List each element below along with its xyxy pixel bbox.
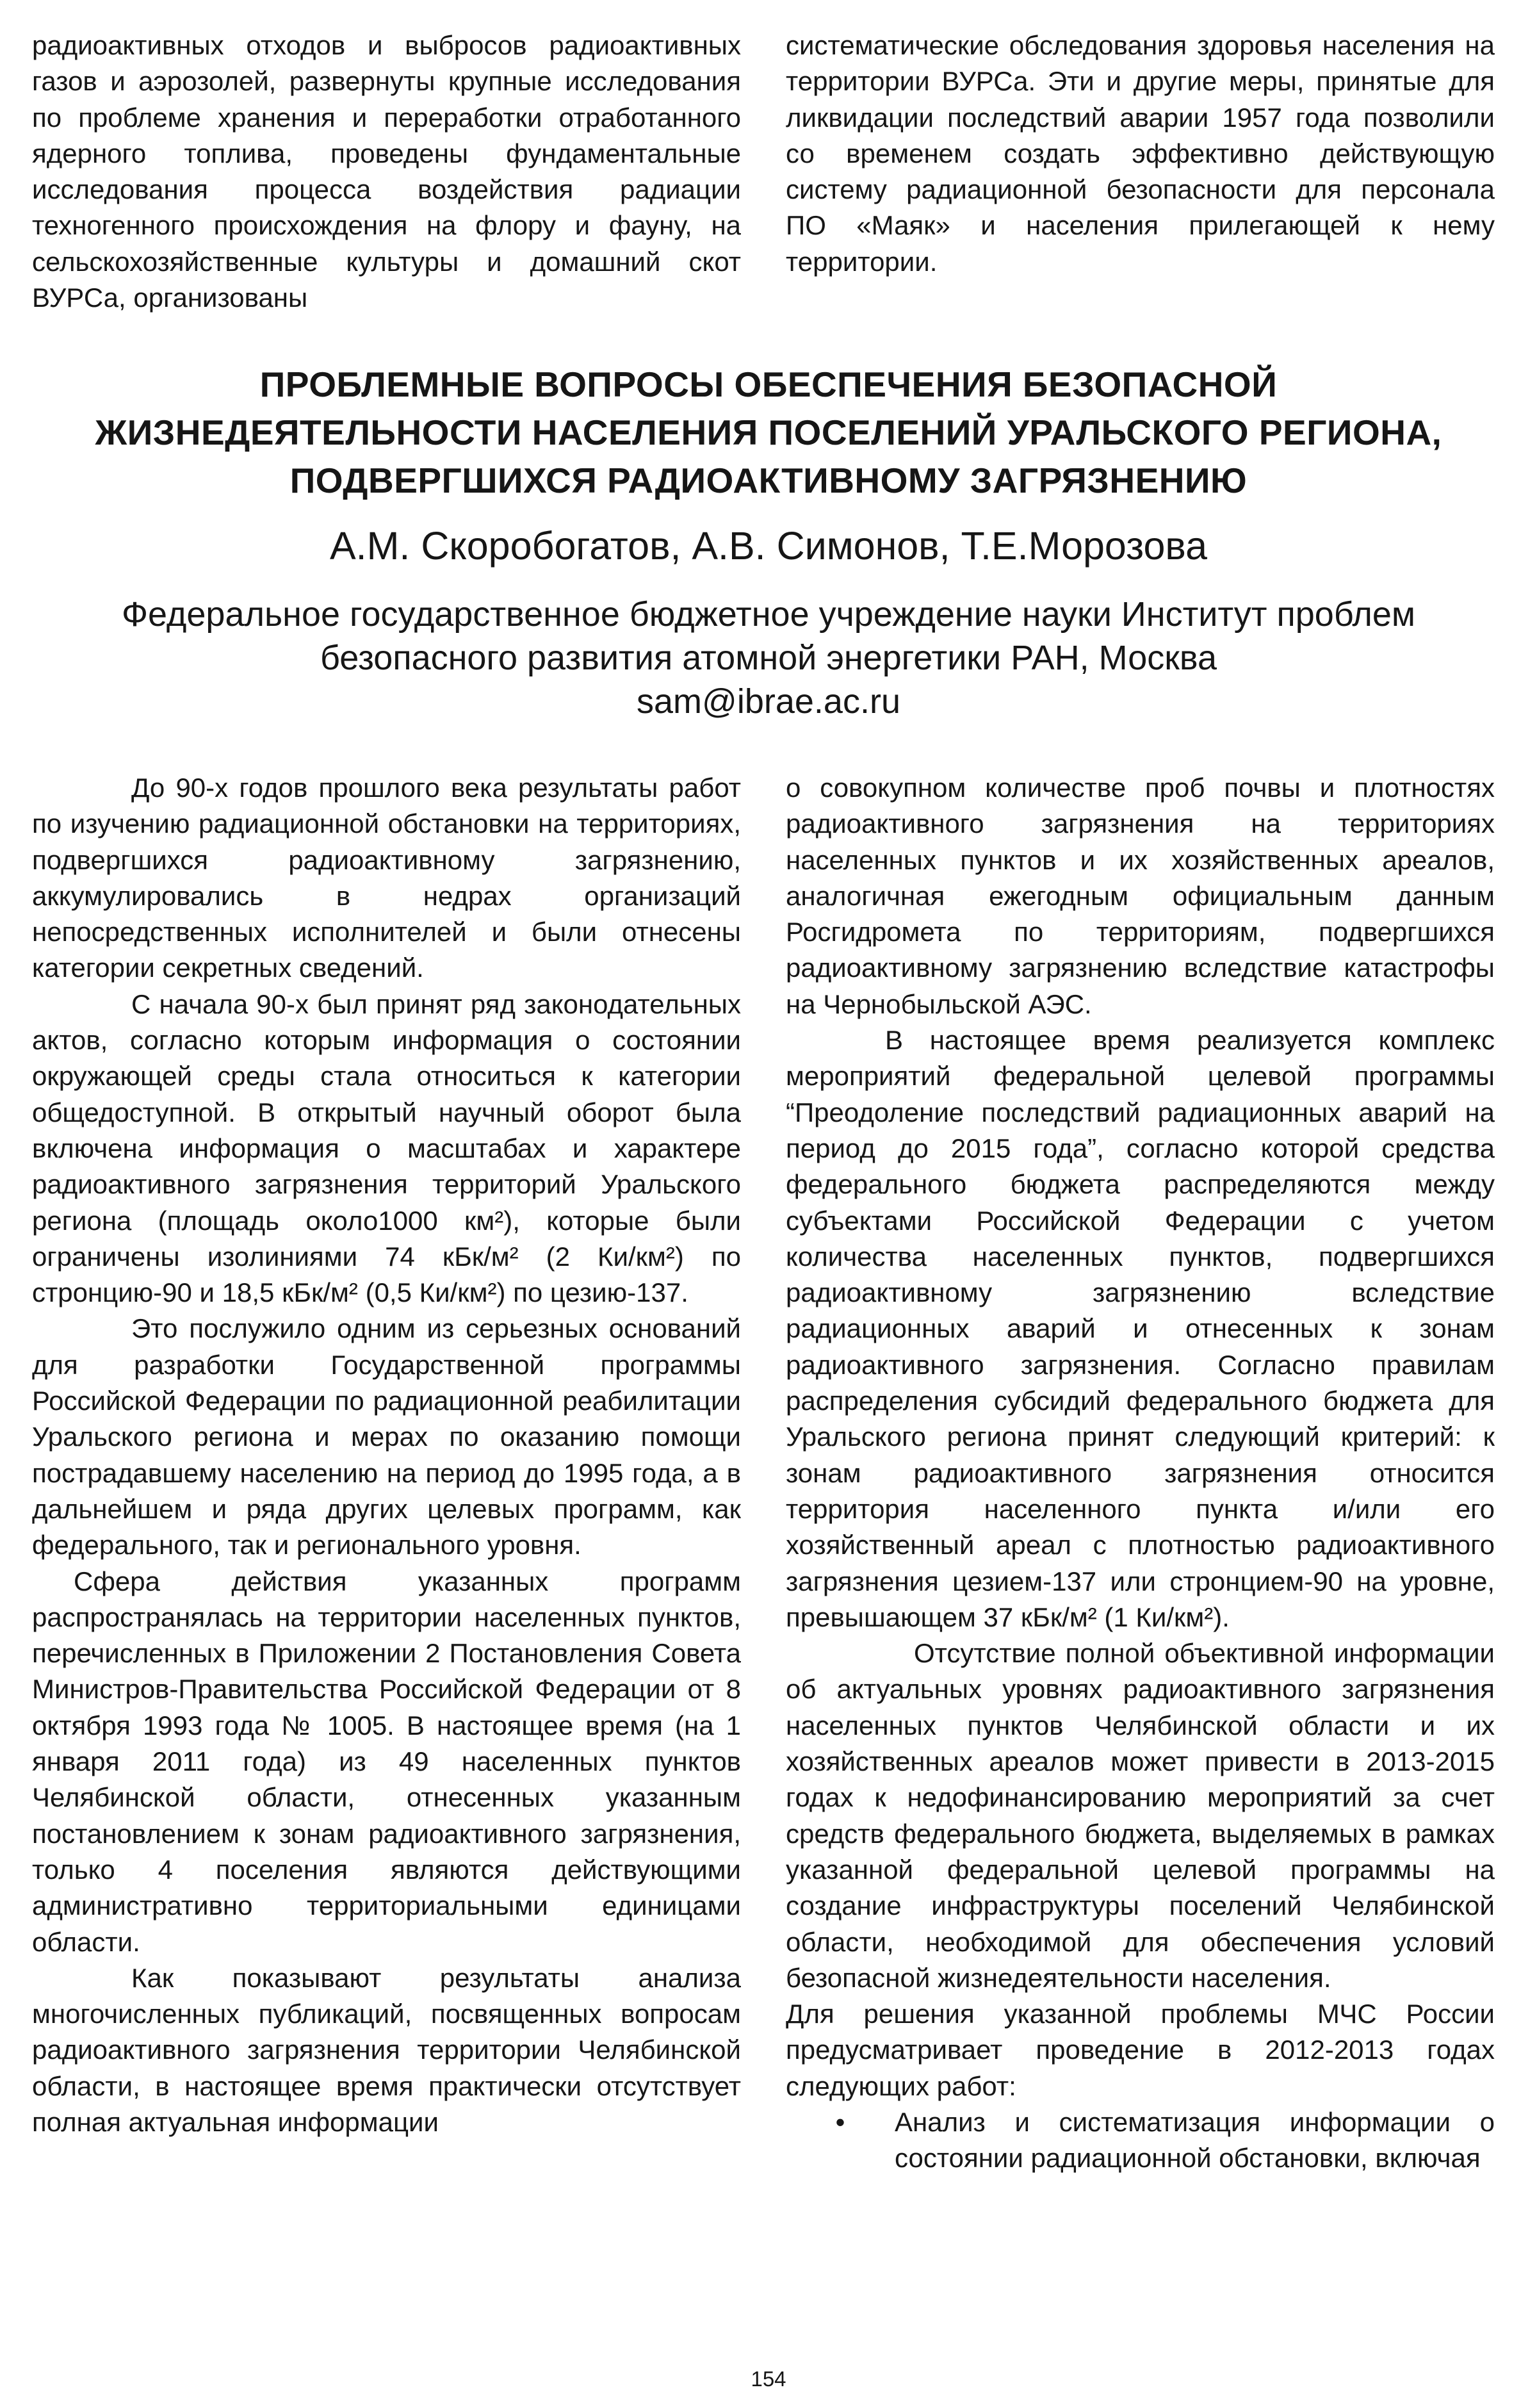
- bullet-text: Анализ и систематизация информации о состоянии радиационной обстановки, включая: [895, 2106, 1495, 2174]
- bullet-dot-icon: •: [835, 2106, 845, 2137]
- top-left-column: [32, 28, 741, 336]
- bullet-item: [786, 2104, 1495, 2177]
- body-left-column: [32, 770, 741, 2327]
- affiliation-line: безопасного развития атомной энергетики РАН, Москва: [320, 639, 1217, 677]
- author-email: sam@ibrae.ac.ru: [637, 682, 900, 721]
- top-right-paragraph: систематические обследования здоровья населения на территории ВУРСа. Эти и другие меры, принятые для ликвидации последствий аварии 1957 года позволили со временем создать эффективно действующую систему радиационной безопасности для персонала ПО «Маяк» и населения прилегающей к нему территории.: [786, 30, 1495, 277]
- affiliation-line: Федеральное государственное бюджетное учреждение науки Институт проблем: [121, 595, 1416, 634]
- body-paragraph: До 90-х годов прошлого века результаты работ по изучению радиационной обстановки на территориях, подвергшихся радиоактивному загрязнению, аккумулировались в недрах организаций непосредственных исполнителей и были отнесены категории секретных сведений.: [32, 773, 741, 983]
- body-paragraph: С начала 90-х был принят ряд законодательных актов, согласно которым информация о состоянии окружающей среды стала относиться к категории общедоступной. В открытый научный оборот была включена информация о масштабах и характере радиоактивного загрязнения территорий Уральского региона (площадь около1000 км²), которые были ограничены изолиниями 74 кБк/м² (2 Ки/км²) по стронцию-90 и 18,5 кБк/м² (0,5 Ки/км²) по цезию-137.: [32, 988, 741, 1308]
- article-affiliation: [0, 593, 1537, 723]
- article-title-line: ПОДВЕРГШИХСЯ РАДИОАКТИВНОМУ ЗАГРЯЗНЕНИЮ: [289, 461, 1248, 500]
- body-paragraph: Это послужило одним из серьезных оснований для разработки Государственной программы Российской Федерации по радиационной реабилитации Уральского региона и мерах по оказанию помощи пострадавшему населению на период до 1995 года, а в дальнейшем и ряда других целевых программ, как федерального, так и регионального уровня.: [32, 1313, 741, 1560]
- article-title-line: ЖИЗНЕДЕЯТЕЛЬНОСТИ НАСЕЛЕНИЯ ПОСЕЛЕНИЙ УРАЛЬСКОГО РЕГИОНА,: [95, 413, 1442, 452]
- article-title-line: ПРОБЛЕМНЫЕ ВОПРОСЫ ОБЕСПЕЧЕНИЯ БЕЗОПАСНОЙ: [259, 364, 1278, 404]
- body-paragraph: В настоящее время реализуется комплекс мероприятий федеральной целевой программы “Преодоление последствий радиационных аварий на период до 2015 года”, согласно которой средства федерального бюджета распределяются между субъектами Российской Федерации с учетом количества населенных пунктов, подвергшихся радиоактивному загрязнению вследствие радиационных аварий и отнесенных к зонам радиоактивного загрязнения. Согласно правилам распределения субсидий федерального бюджета для Уральского региона принят следующий критерий: к зонам радиоактивного загрязнения относится территория населенного пункта и/или его хозяйственный ареал с плотностью радиоактивного загрязнения цезием-137 или стронцием-90 на уровне, превышающем 37 кБк/м² (1 Ки/км²).: [786, 1025, 1495, 1632]
- top-left-paragraph: радиоактивных отходов и выбросов радиоактивных газов и аэрозолей, развернуты крупные исследования по проблеме хранения и переработки отработанного ядерного топлива, проведены фундаментальные исследования процесса воздействия радиации техногенного происхождения на флору и фауну, на сельскохозяйственные культуры и домашний скот ВУРСа, организованы: [32, 30, 741, 313]
- page-number: 154: [751, 2367, 786, 2391]
- body-paragraph: Для решения указанной проблемы МЧС России предусматривает проведение в 2012-2013 годах следующих работ:: [786, 1999, 1495, 2101]
- article-authors: А.М. Скоробогатов, А.В. Симонов, Т.Е.Морозова: [329, 524, 1208, 568]
- body-paragraph: о совокупном количестве проб почвы и плотностях радиоактивного загрязнения на территориях населенных пунктов и их хозяйственных ареалов, аналогичная ежегодным официальным данным Росгидромета по территориям, подвергшихся радиоактивному загрязнению вследствие катастрофы на Чернобыльской АЭС.: [786, 773, 1495, 1019]
- body-right-column: [786, 770, 1495, 2327]
- article-title: [0, 361, 1537, 505]
- body-paragraph: Отсутствие полной объективной информации об актуальных уровнях радиоактивного загрязнения населенных пунктов Челябинской области и их хозяйственных ареалов может привести в 2013-2015 годах к недофинансированию мероприятий за счет средств федерального бюджета, выделяемых в рамках указанной федеральной целевой программы на создание инфраструктуры поселений Челябинской области, необходимой для обеспечения условий безопасной жизнедеятельности населения.: [786, 1638, 1495, 1993]
- top-right-column: [786, 28, 1495, 336]
- body-paragraph: Сфера действия указанных программ распространялась на территории населенных пунктов, перечисленных в Приложении 2 Постановления Совета Министров-Правительства Российской Федерации от 8 октября 1993 года № 1005. В настоящее время (на 1 января 2011 года) из 49 населенных пунктов Челябинской области, отнесенных указанным постановлением к зонам радиоактивного загрязнения, только 4 поселения являются действующими административно территориальными единицами области.: [32, 1566, 741, 1957]
- body-paragraph: Как показывают результаты анализа многочисленных публикаций, посвященных вопросам радиоактивного загрязнения территории Челябинской области, в настоящее время практически отсутствует полная актуальная информации: [32, 1962, 741, 2137]
